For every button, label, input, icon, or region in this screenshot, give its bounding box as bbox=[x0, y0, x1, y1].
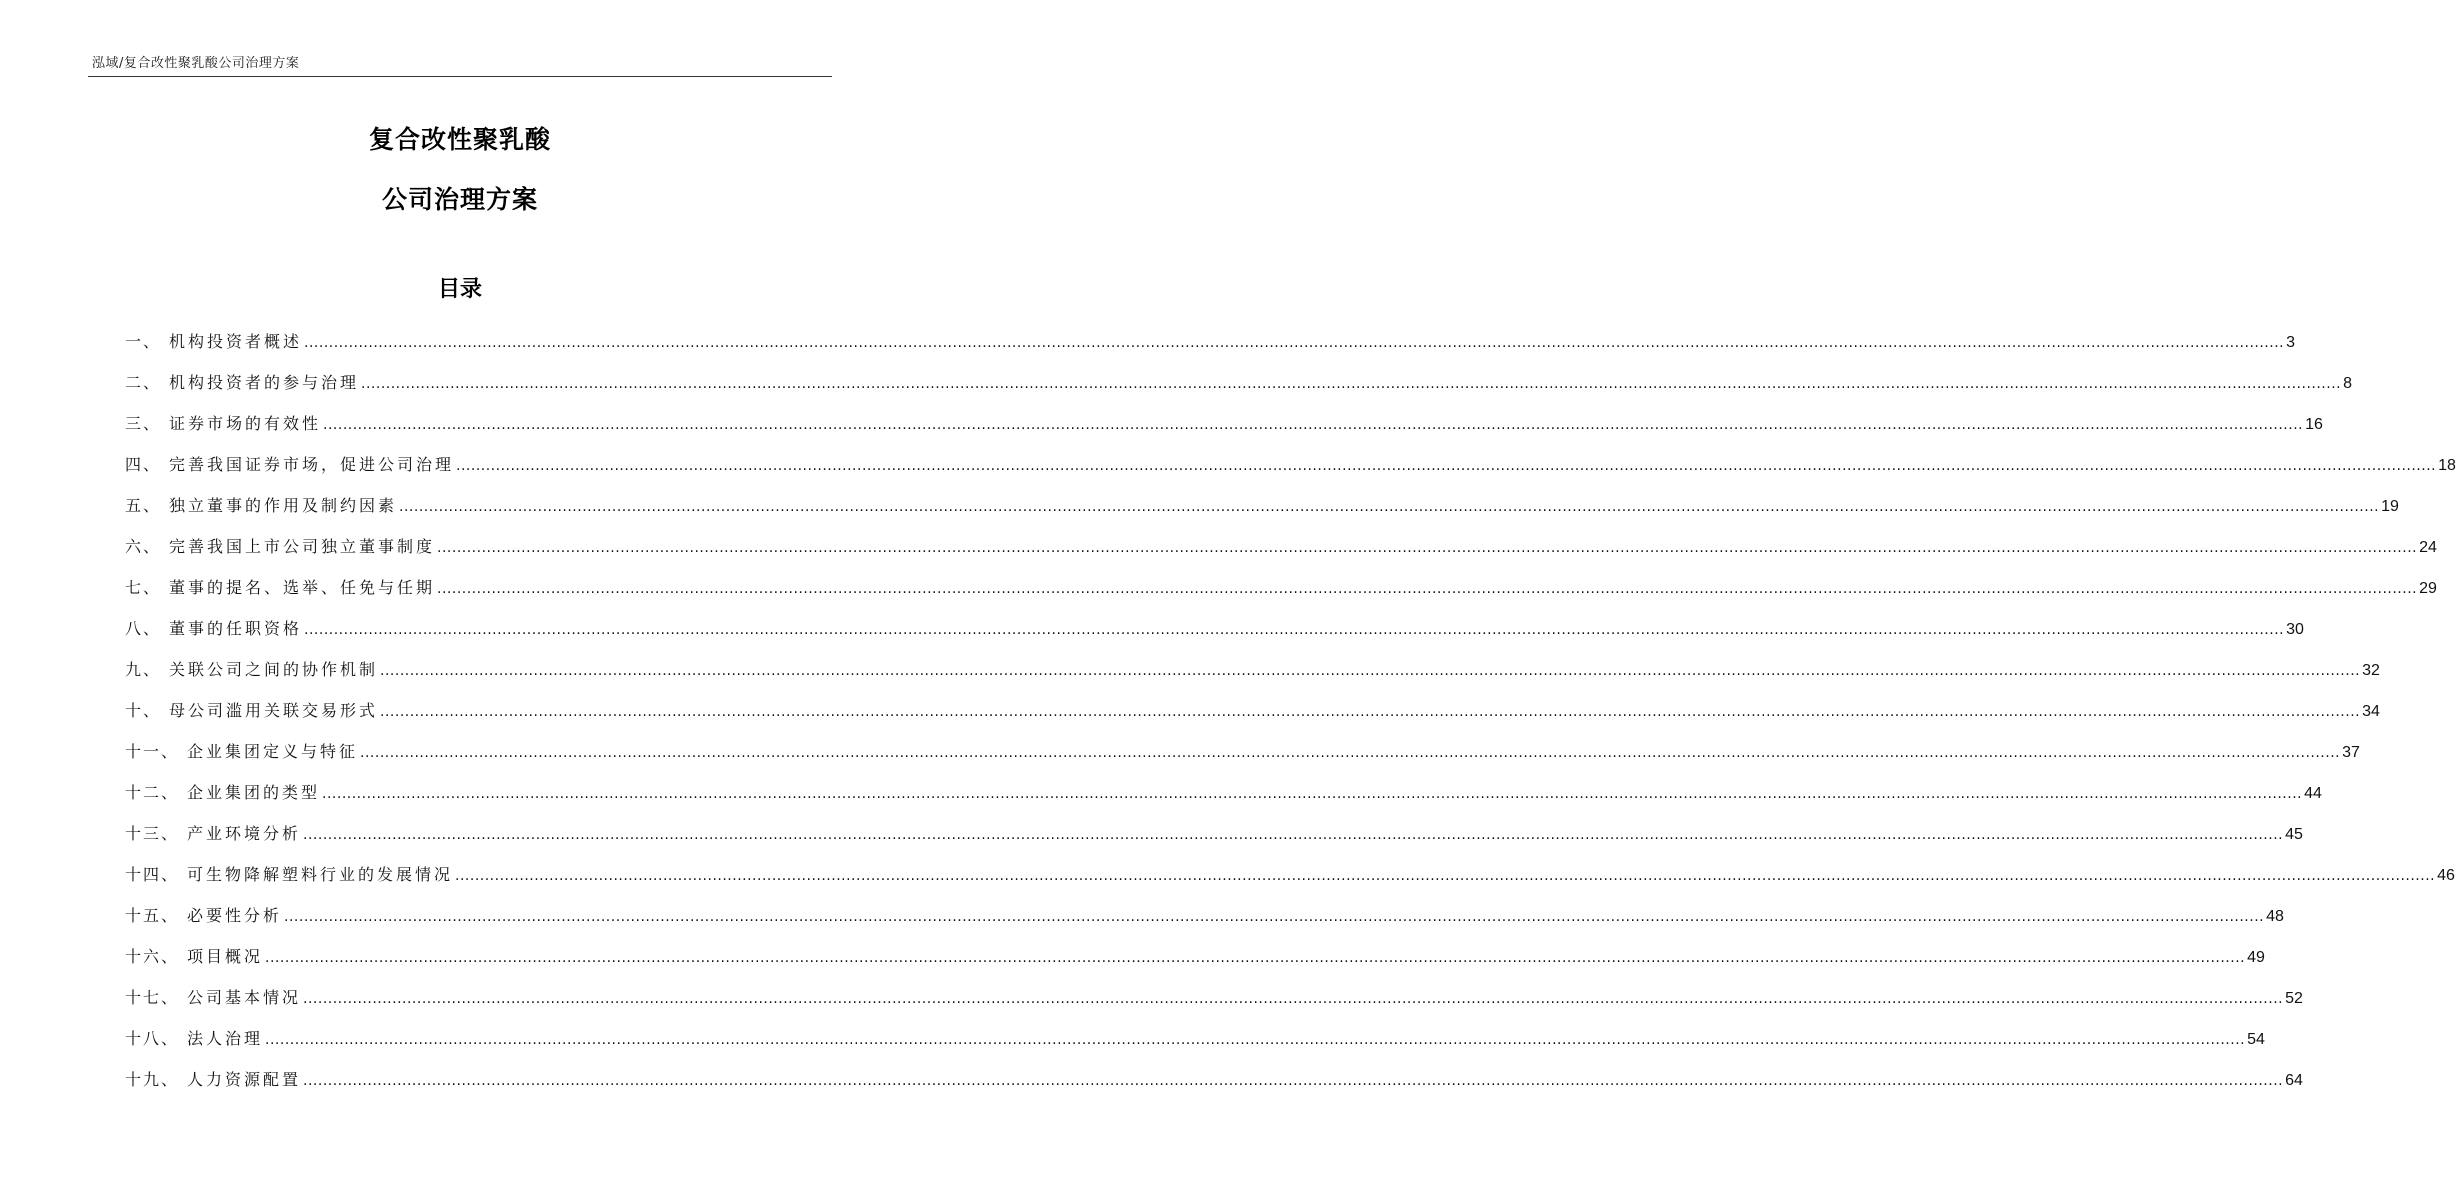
toc-entry-title: 产业环境分析 bbox=[187, 824, 302, 843]
toc-entry-number: 九、 bbox=[125, 660, 162, 679]
toc-entry[interactable] bbox=[125, 362, 2353, 403]
toc-dot-leader: ................................................................................................................................................................................................................................................................................................................................................................................................................ bbox=[303, 991, 2284, 1007]
toc-entry[interactable] bbox=[125, 485, 2399, 526]
toc-entry-title: 企业集团的类型 bbox=[187, 783, 321, 802]
toc-entry-number: 十三、 bbox=[125, 824, 180, 843]
toc-entry-number: 八、 bbox=[125, 619, 162, 638]
toc-entry-title: 完善我国证券市场，促进公司治理 bbox=[169, 455, 455, 474]
toc-dot-leader: ................................................................................................................................................................................................................................................................................................................................................................................................................ bbox=[437, 581, 2418, 597]
toc-entry-number: 一、 bbox=[125, 332, 162, 351]
toc-dot-leader: ................................................................................................................................................................................................................................................................................................................................................................................................................ bbox=[380, 663, 2361, 679]
toc-dot-leader: ................................................................................................................................................................................................................................................................................................................................................................................................................ bbox=[304, 335, 2285, 351]
toc-dot-leader: ................................................................................................................................................................................................................................................................................................................................................................................................................ bbox=[361, 376, 2342, 392]
toc-entry-number: 十六、 bbox=[125, 947, 180, 966]
toc-entry-title: 机构投资者概述 bbox=[169, 332, 303, 351]
toc-entry-number: 二、 bbox=[125, 373, 162, 392]
toc-entry-title: 人力资源配置 bbox=[187, 1070, 302, 1089]
toc-entry[interactable] bbox=[125, 1018, 2265, 1059]
toc-entry-number: 七、 bbox=[125, 578, 162, 597]
toc-entry[interactable] bbox=[125, 690, 2380, 731]
toc-entry-title: 项目概况 bbox=[187, 947, 264, 966]
toc-entry-number: 十二、 bbox=[125, 783, 180, 802]
toc-entry-title: 关联公司之间的协作机制 bbox=[169, 660, 379, 679]
toc-entry-title: 独立董事的作用及制约因素 bbox=[169, 496, 398, 515]
toc-heading: 目录 bbox=[437, 277, 482, 302]
toc-dot-leader: ................................................................................................................................................................................................................................................................................................................................................................................................................ bbox=[360, 745, 2341, 761]
toc-entry-title: 完善我国上市公司独立董事制度 bbox=[169, 537, 436, 556]
toc-entry[interactable] bbox=[125, 321, 2296, 362]
toc-entry[interactable] bbox=[125, 444, 2456, 485]
toc-entry-page: 16 bbox=[2305, 416, 2323, 433]
toc-entry-number: 十八、 bbox=[125, 1029, 180, 1048]
toc-dot-leader: ................................................................................................................................................................................................................................................................................................................................................................................................................ bbox=[303, 1073, 2284, 1089]
toc-entry-number: 四、 bbox=[125, 455, 162, 474]
toc-entry-title: 必要性分析 bbox=[187, 906, 283, 925]
toc-entry-title: 企业集团定义与特征 bbox=[187, 742, 359, 761]
toc-entry-number: 十七、 bbox=[125, 988, 180, 1007]
toc-entry-title: 机构投资者的参与治理 bbox=[169, 373, 360, 392]
toc-entry[interactable] bbox=[125, 813, 2303, 854]
toc-entry-page: 46 bbox=[2437, 867, 2455, 884]
toc-entry-page: 52 bbox=[2285, 990, 2303, 1007]
toc-entry-page: 3 bbox=[2286, 334, 2296, 351]
toc-entry-number: 十、 bbox=[125, 701, 162, 720]
toc-entry[interactable] bbox=[125, 567, 2437, 608]
toc-dot-leader: ................................................................................................................................................................................................................................................................................................................................................................................................................ bbox=[456, 458, 2437, 474]
toc-entry-page: 44 bbox=[2304, 785, 2322, 802]
toc-entry-number: 十一、 bbox=[125, 742, 180, 761]
toc-entry-page: 49 bbox=[2247, 949, 2265, 966]
toc-dot-leader: ................................................................................................................................................................................................................................................................................................................................................................................................................ bbox=[455, 868, 2436, 884]
toc-dot-leader: ................................................................................................................................................................................................................................................................................................................................................................................................................ bbox=[304, 622, 2285, 638]
toc-entry-page: 54 bbox=[2247, 1031, 2265, 1048]
toc-entry-number: 三、 bbox=[125, 414, 162, 433]
toc-dot-leader: ................................................................................................................................................................................................................................................................................................................................................................................................................ bbox=[265, 950, 2246, 966]
toc-entry-page: 37 bbox=[2342, 744, 2360, 761]
toc-entry-page: 64 bbox=[2285, 1072, 2303, 1089]
toc-entry-page: 24 bbox=[2419, 539, 2437, 556]
toc-entry[interactable] bbox=[125, 649, 2380, 690]
toc-entry-page: 18 bbox=[2438, 457, 2456, 474]
header-rule bbox=[88, 76, 832, 77]
toc-entry-page: 30 bbox=[2286, 621, 2304, 638]
toc-entry-title: 董事的任职资格 bbox=[169, 619, 303, 638]
toc-entry-title: 公司基本情况 bbox=[187, 988, 302, 1007]
toc-entry-title: 证券市场的有效性 bbox=[169, 414, 322, 433]
document-title-line-1: 复合改性聚乳酸 bbox=[368, 125, 551, 154]
toc-entry-page: 32 bbox=[2362, 662, 2380, 679]
toc-entry-page: 48 bbox=[2266, 908, 2284, 925]
running-header: 泓域/复合改性聚乳酸公司治理方案 bbox=[92, 56, 300, 71]
toc-entry[interactable] bbox=[125, 854, 2455, 895]
toc-entry-number: 五、 bbox=[125, 496, 162, 515]
toc-entry[interactable] bbox=[125, 731, 2360, 772]
toc-entry[interactable] bbox=[125, 608, 2304, 649]
toc-entry[interactable] bbox=[125, 895, 2284, 936]
toc-entry-number: 十九、 bbox=[125, 1070, 180, 1089]
toc-dot-leader: ................................................................................................................................................................................................................................................................................................................................................................................................................ bbox=[437, 540, 2418, 556]
toc-entry-title: 可生物降解塑料行业的发展情况 bbox=[187, 865, 454, 884]
toc-entry[interactable] bbox=[125, 1059, 2303, 1100]
toc-entry-number: 六、 bbox=[125, 537, 162, 556]
toc-entry-title: 董事的提名、选举、任免与任期 bbox=[169, 578, 436, 597]
toc-entry-number: 十五、 bbox=[125, 906, 180, 925]
toc-entry[interactable] bbox=[125, 526, 2437, 567]
toc-entry-page: 8 bbox=[2343, 375, 2353, 392]
document-title-line-2: 公司治理方案 bbox=[381, 185, 538, 214]
toc-entry[interactable] bbox=[125, 936, 2265, 977]
toc-entry-title: 法人治理 bbox=[187, 1029, 264, 1048]
toc-dot-leader: ................................................................................................................................................................................................................................................................................................................................................................................................................ bbox=[380, 704, 2361, 720]
toc-entry-page: 29 bbox=[2419, 580, 2437, 597]
toc-entry[interactable] bbox=[125, 772, 2322, 813]
toc-entry[interactable] bbox=[125, 403, 2323, 444]
toc-dot-leader: ................................................................................................................................................................................................................................................................................................................................................................................................................ bbox=[323, 417, 2304, 433]
toc-dot-leader: ................................................................................................................................................................................................................................................................................................................................................................................................................ bbox=[284, 909, 2265, 925]
toc-entry-title: 母公司滥用关联交易形式 bbox=[169, 701, 379, 720]
toc-dot-leader: ................................................................................................................................................................................................................................................................................................................................................................................................................ bbox=[399, 499, 2380, 515]
toc-entry[interactable] bbox=[125, 977, 2303, 1018]
toc-dot-leader: ................................................................................................................................................................................................................................................................................................................................................................................................................ bbox=[322, 786, 2303, 802]
toc-entry-page: 19 bbox=[2381, 498, 2399, 515]
toc-entry-page: 45 bbox=[2285, 826, 2303, 843]
table-of-contents bbox=[125, 321, 2456, 1100]
toc-dot-leader: ................................................................................................................................................................................................................................................................................................................................................................................................................ bbox=[303, 827, 2284, 843]
toc-entry-number: 十四、 bbox=[125, 865, 180, 884]
toc-entry-page: 34 bbox=[2362, 703, 2380, 720]
toc-dot-leader: ................................................................................................................................................................................................................................................................................................................................................................................................................ bbox=[265, 1032, 2246, 1048]
